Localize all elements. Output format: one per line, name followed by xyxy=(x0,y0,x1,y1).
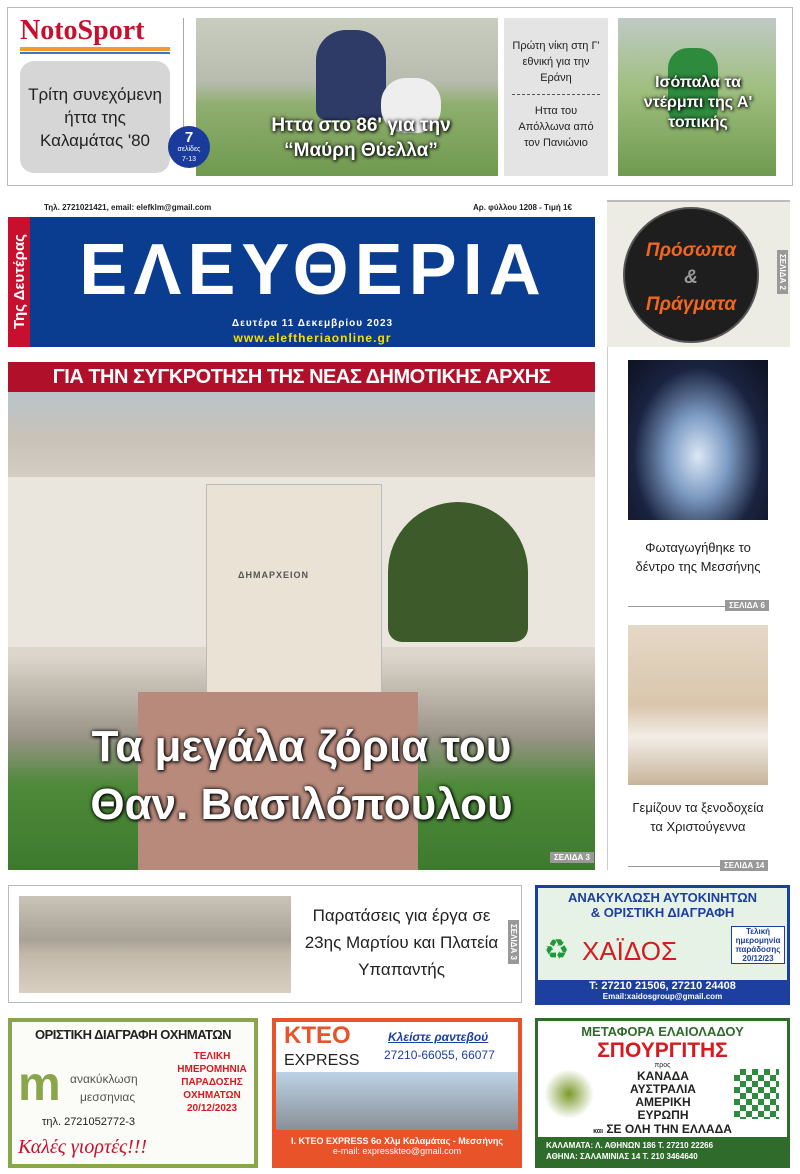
christmas-tree-photo[interactable] xyxy=(628,360,768,520)
side-story-caption[interactable]: Φωταγωγήθηκε το δέντρο της Μεσσήνης xyxy=(635,540,761,574)
website-link[interactable]: www.eleftheriaonline.gr xyxy=(233,331,392,345)
roadworks-photo xyxy=(19,896,291,993)
works-story[interactable]: Παρατάσεις για έργα σε 23ης Μαρτίου και Πλατεία Υπαπαντής ΣΕΛΙΔΑ 3 xyxy=(8,885,522,1003)
masthead xyxy=(8,217,595,347)
page-ref: ΣΕΛΙΔΑ 3 xyxy=(550,852,594,863)
issue-date: Δευτέρα 11 Δεκεμβρίου 2023 xyxy=(231,318,394,329)
contact-info: Τηλ. 2721021421, email: elefklm@gmail.com xyxy=(44,203,212,212)
pages-badge: 7 σελίδες 7-13 xyxy=(168,126,210,168)
lead-photo[interactable]: ΔΗΜΑΡΧΕΙΟΝ Τα μεγάλα ζόρια του Θαν. Βασιλόπουλου ΣΕΛΙΔΑ 3 xyxy=(8,392,595,870)
lead-headline[interactable]: Τα μεγάλα ζόρια του xyxy=(91,722,512,771)
sports-box-story[interactable]: Τρίτη συνεχόμενη ήττα της Καλαμάτας '80 xyxy=(20,61,170,173)
edition-label: Της Δευτέρας xyxy=(8,217,30,347)
ad-xaidos[interactable]: ΑΝΑΚΥΚΛΩΣΗ ΑΥΤΟΚΙΝΗΤΩΝ & ΟΡΙΣΤΙΚΗ ΔΙΑΓΡΑΦΗ ♻ ΧΑΪΔΟΣ Τελική ημερομηνία παράδοσης 20/12/23 Τ: 27210 21506, 27210 24408 Email:xaidosgroup@gmail.com xyxy=(535,885,790,1005)
sports-side-briefs xyxy=(504,18,608,176)
all-greece-line: και ΣΕ ΟΛΗ ΤΗΝ ΕΛΛΑΔΑ xyxy=(593,1122,732,1136)
ad-kteo[interactable]: ΚΤΕΟ EXPRESS Κλείστε ραντεβού 27210-66055, 66077 Ι. ΚΤΕΟ EXPRESS 6ο Χλμ Καλαμάτας - Μεσσήνης e-mail: expresskteo@gmail.com xyxy=(272,1018,522,1168)
brief-apollon[interactable]: Ηττα του Απόλλωνα από τον Πανιώνιο xyxy=(518,105,594,149)
ad-anakyklosi[interactable]: ΟΡΙΣΤΙΚΗ ΔΙΑΓΡΑΦΗ ΟΧΗΜΑΤΩΝ m ανακύκλωση μεσσηνιας ΤΕΛΙΚΗ ΗΜΕΡΟΜΗΝΙΑ ΠΑΡΑΔΟΣΗΣ ΟΧΗΜΑΤΩΝ 20/12/2023 τηλ. 2721052772-3 Καλές γιορτές!!! xyxy=(8,1018,258,1168)
football-photo-main[interactable]: Ηττα στο 86' για την “Μαύρη Θύελλα” xyxy=(196,18,498,176)
issue-info: Αρ. φύλλου 1208 - Τιμή 1€ xyxy=(473,203,572,212)
football-photo-local[interactable]: Ισόπαλα τα ντέρμπι της Α' τοπικής xyxy=(618,18,776,176)
notosport-logo: NotoSport xyxy=(20,16,170,54)
promo-box[interactable]: Πρόσωπα & Πράγματα ΣΕΛΙΔΑ 2 xyxy=(607,200,790,347)
sports-strip xyxy=(7,7,793,186)
lead-kicker: ΓΙΑ ΤΗΝ ΣΥΓΚΡΟΤΗΣΗ ΤΗΣ ΝΕΑΣ ΔΗΜΟΤΙΚΗΣ ΑΡΧΗΣ xyxy=(8,362,595,392)
building-sign: ΔΗΜΑΡΧΕΙΟΝ xyxy=(238,570,309,580)
ad-spourgitis[interactable]: ΜΕΤΑΦΟΡΑ ΕΛΑΙΟΛΑΔΟΥ ΣΠΟΥΡΓΙΤΗΣ προς ΚΑΝΑΔΑ ΑΥΣΤΡΑΛΙΑ ΑΜΕΡΙΚΗ ΕΥΡΩΠΗ και ΣΕ ΟΛΗ ΤΗΝ ΕΛΛΑΔΑ ΚΑΛΑΜΑΤΑ: Λ. ΑΘΗΝΩΝ 186 Τ. 27210 22266 ΑΘΗΝΑ: ΣΑΛΑΜΙΝΙΑΣ 14 Τ. 210 3464640 xyxy=(535,1018,790,1168)
hotel-room-photo[interactable] xyxy=(628,625,768,785)
newspaper-title: ΕΛΕΥΘΕΡΙΑ xyxy=(79,230,547,310)
side-story-caption[interactable]: Γεμίζουν τα ξενοδοχεία τα Χριστούγεννα xyxy=(632,800,764,834)
brief-erani[interactable]: Πρώτη νίκη στη Γ' εθνική για την Εράνη xyxy=(512,40,600,84)
recycle-icon: ♻ xyxy=(544,934,570,965)
page-ref: ΣΕΛΙΔΑ 2 xyxy=(777,250,788,294)
